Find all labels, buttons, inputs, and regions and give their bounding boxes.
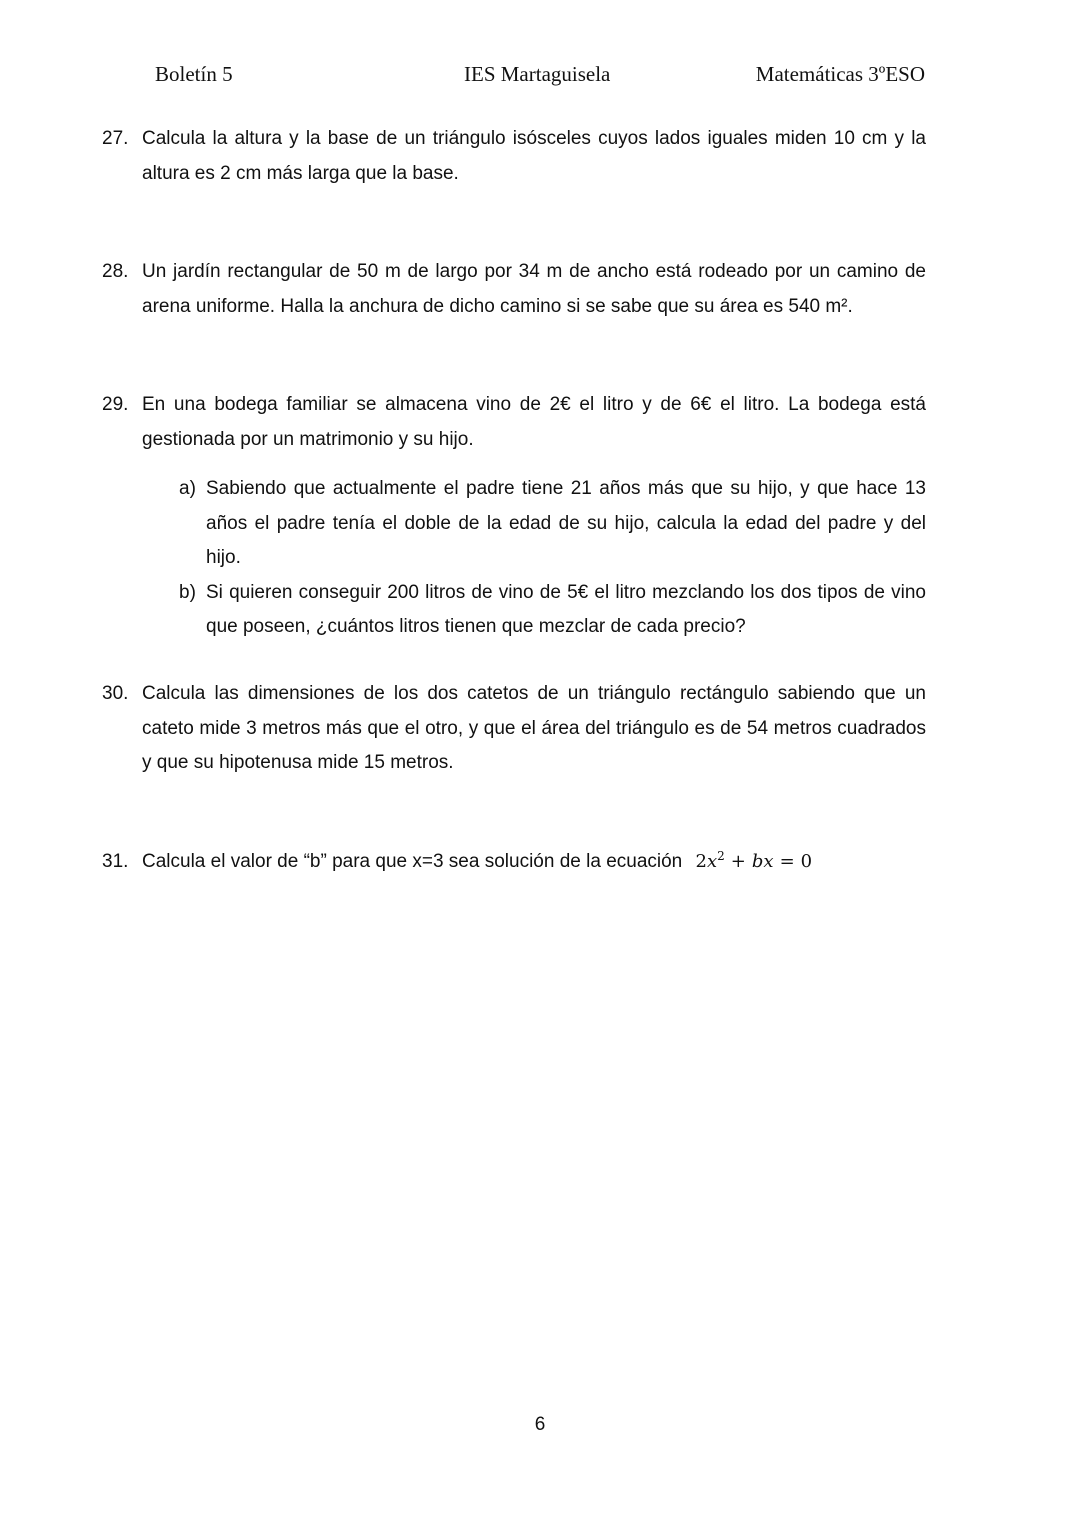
equation-coef: 2	[695, 851, 707, 872]
subitem-a	[179, 472, 926, 576]
page-header	[0, 62, 1080, 94]
exercise-number: 30.	[102, 683, 129, 704]
equation-rhs: 0	[800, 851, 813, 872]
equation	[696, 851, 813, 872]
exercise-text: Calcula las dimensiones de los dos catetos de un triángulo rectángulo sabiendo que un cateto mide 3 metros más que el otro, y que el área del triángulo es de 54 metros cuadrados y que su hipotenusa mide 15 metros.	[142, 683, 926, 773]
exercise-28	[102, 255, 926, 324]
exercise-27	[102, 122, 926, 191]
equation-term2: bx	[751, 851, 774, 872]
header-bulletin: Boletín 5	[155, 62, 233, 86]
subitem-label: b)	[179, 581, 196, 603]
equation-var: x	[706, 851, 718, 872]
exercise-29-subitems	[179, 472, 926, 645]
exercise-number: 31.	[102, 851, 129, 872]
header-school: IES Martaguisela	[464, 62, 611, 86]
exercise-text: En una bodega familiar se almacena vino de 2€ el litro y de 6€ el litro. La bodega está gestionada por un matrimonio y su hijo.	[142, 394, 926, 450]
header-subject: Matemáticas 3ºESO	[755, 62, 925, 86]
exercise-31	[102, 845, 926, 880]
exercise-30	[102, 677, 926, 781]
subitem-text: Si quieren conseguir 200 litros de vino de 5€ el litro mezclando los dos tipos de vino que poseen, ¿cuántos litros tienen que mezclar de cada precio?	[206, 581, 926, 637]
exercise-text: Un jardín rectangular de 50 m de largo por 34 m de ancho está rodeado por un camino de arena uniforme. Halla la anchura de dicho camino si se sabe que su área es 540 m².	[142, 261, 926, 317]
exercise-number: 27.	[102, 128, 129, 149]
equation-equals: =	[779, 851, 795, 872]
exercise-29	[102, 388, 926, 457]
exercise-number: 29.	[102, 394, 129, 415]
exercise-text-prefix: Calcula el valor de “b” para que x=3 sea solución de la ecuación	[142, 851, 683, 872]
page-number: 6	[534, 1414, 546, 1435]
equation-exponent: 2	[717, 849, 725, 863]
equation-plus: +	[730, 851, 746, 872]
exercise-number: 28.	[102, 261, 129, 282]
subitem-label: a)	[179, 478, 196, 499]
subitem-b	[179, 576, 926, 645]
exercise-text	[142, 845, 926, 880]
subitem-text: Sabiendo que actualmente el padre tiene 21 años más que su hijo, y que hace 13 años el padre tenía el doble de la edad de su hijo, calcula la edad del padre y del hijo.	[206, 478, 926, 568]
exercise-text: Calcula la altura y la base de un triángulo isósceles cuyos lados iguales miden 10 cm y la altura es 2 cm más larga que la base.	[142, 128, 926, 184]
